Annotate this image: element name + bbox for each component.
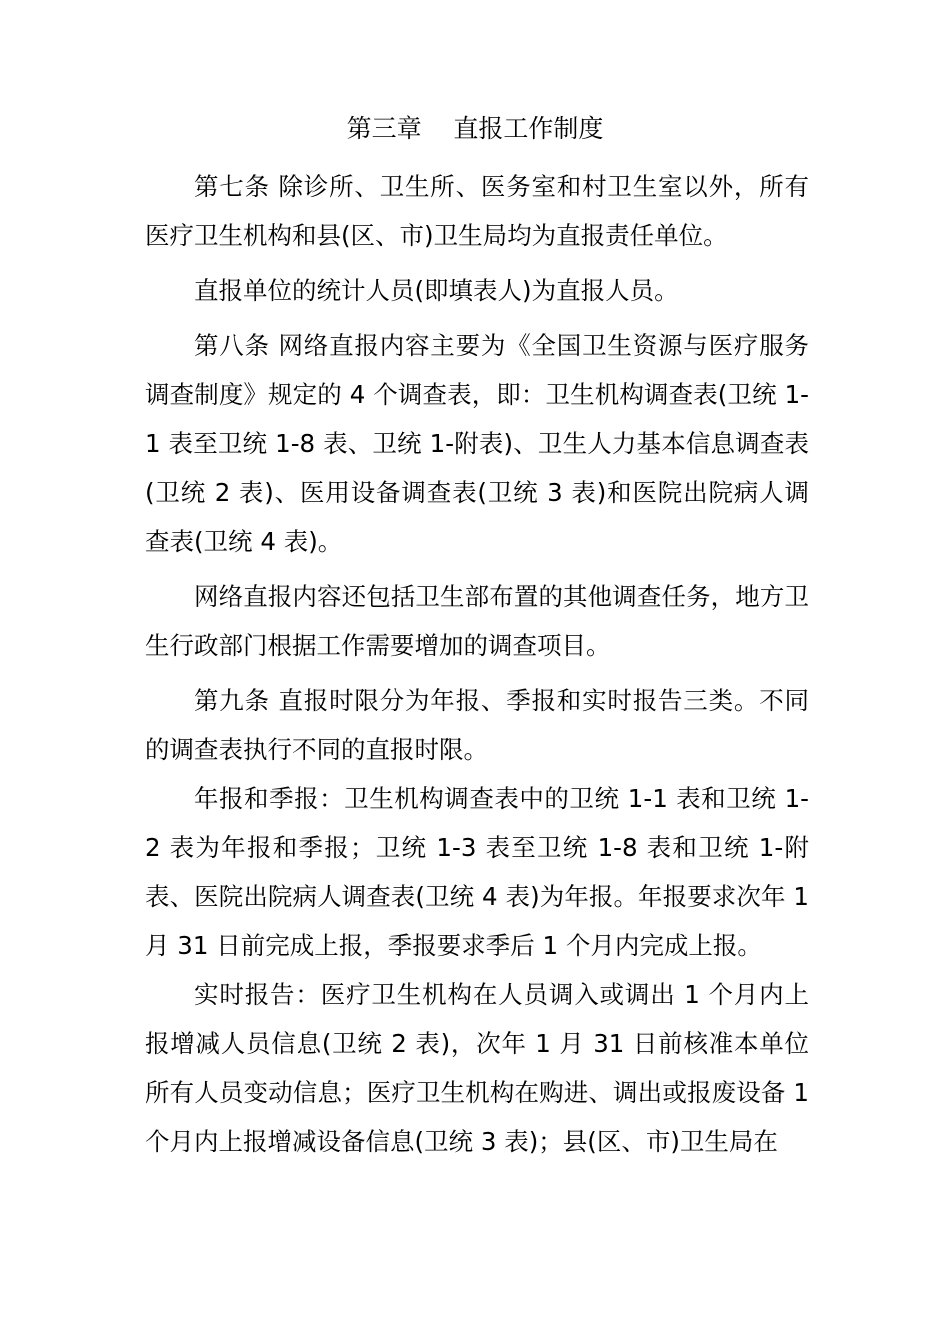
document-body — [145, 162, 809, 1166]
paragraph-article-7: 第七条 除诊所、卫生所、医务室和村卫生室以外，所有医疗卫生机构和县(区、市)卫生局均为直报责任单位。 — [145, 172, 809, 250]
paragraph-annual-quarterly: 年报和季报：卫生机构调查表中的卫统 1-1 表和卫统 1-2 表为年报和季报；卫统 1-3 表至卫统 1-8 表和卫统 1-附表、医院出院病人调查表(卫统 4 表)为年报。年报要求次年 1 月 31 日前完成上报，季报要求季后 1 个月内完成上报。 — [145, 784, 809, 960]
chapter-title: 第三章 直报工作制度 — [346, 114, 604, 143]
paragraph-other-surveys: 网络直报内容还包括卫生部布置的其他调查任务，地方卫生行政部门根据工作需要增加的调查项目。 — [145, 582, 809, 660]
paragraph-article-8: 第八条 网络直报内容主要为《全国卫生资源与医疗服务调查制度》规定的 4 个调查表，即：卫生机构调查表(卫统 1-1 表至卫统 1-8 表、卫统 1-附表)、卫生人力基本信息调查表(卫统 2 表)、医用设备调查表(卫统 3 表)和医院出院病人调查表(卫统 4 表)。 — [145, 331, 809, 556]
paragraph-article-9: 第九条 直报时限分为年报、季报和实时报告三类。不同的调查表执行不同的直报时限。 — [145, 686, 809, 764]
paragraph-reporting-staff: 直报单位的统计人员(即填表人)为直报人员。 — [194, 276, 679, 305]
paragraph-realtime-report: 实时报告：医疗卫生机构在人员调入或调出 1 个月内上报增减人员信息(卫统 2 表)，次年 1 月 31 日前核准本单位所有人员变动信息；医疗卫生机构在购进、调出或报废设备 1 个月内上报增减设备信息(卫统 3 表)；县(区、市)卫生局在 — [145, 980, 809, 1156]
